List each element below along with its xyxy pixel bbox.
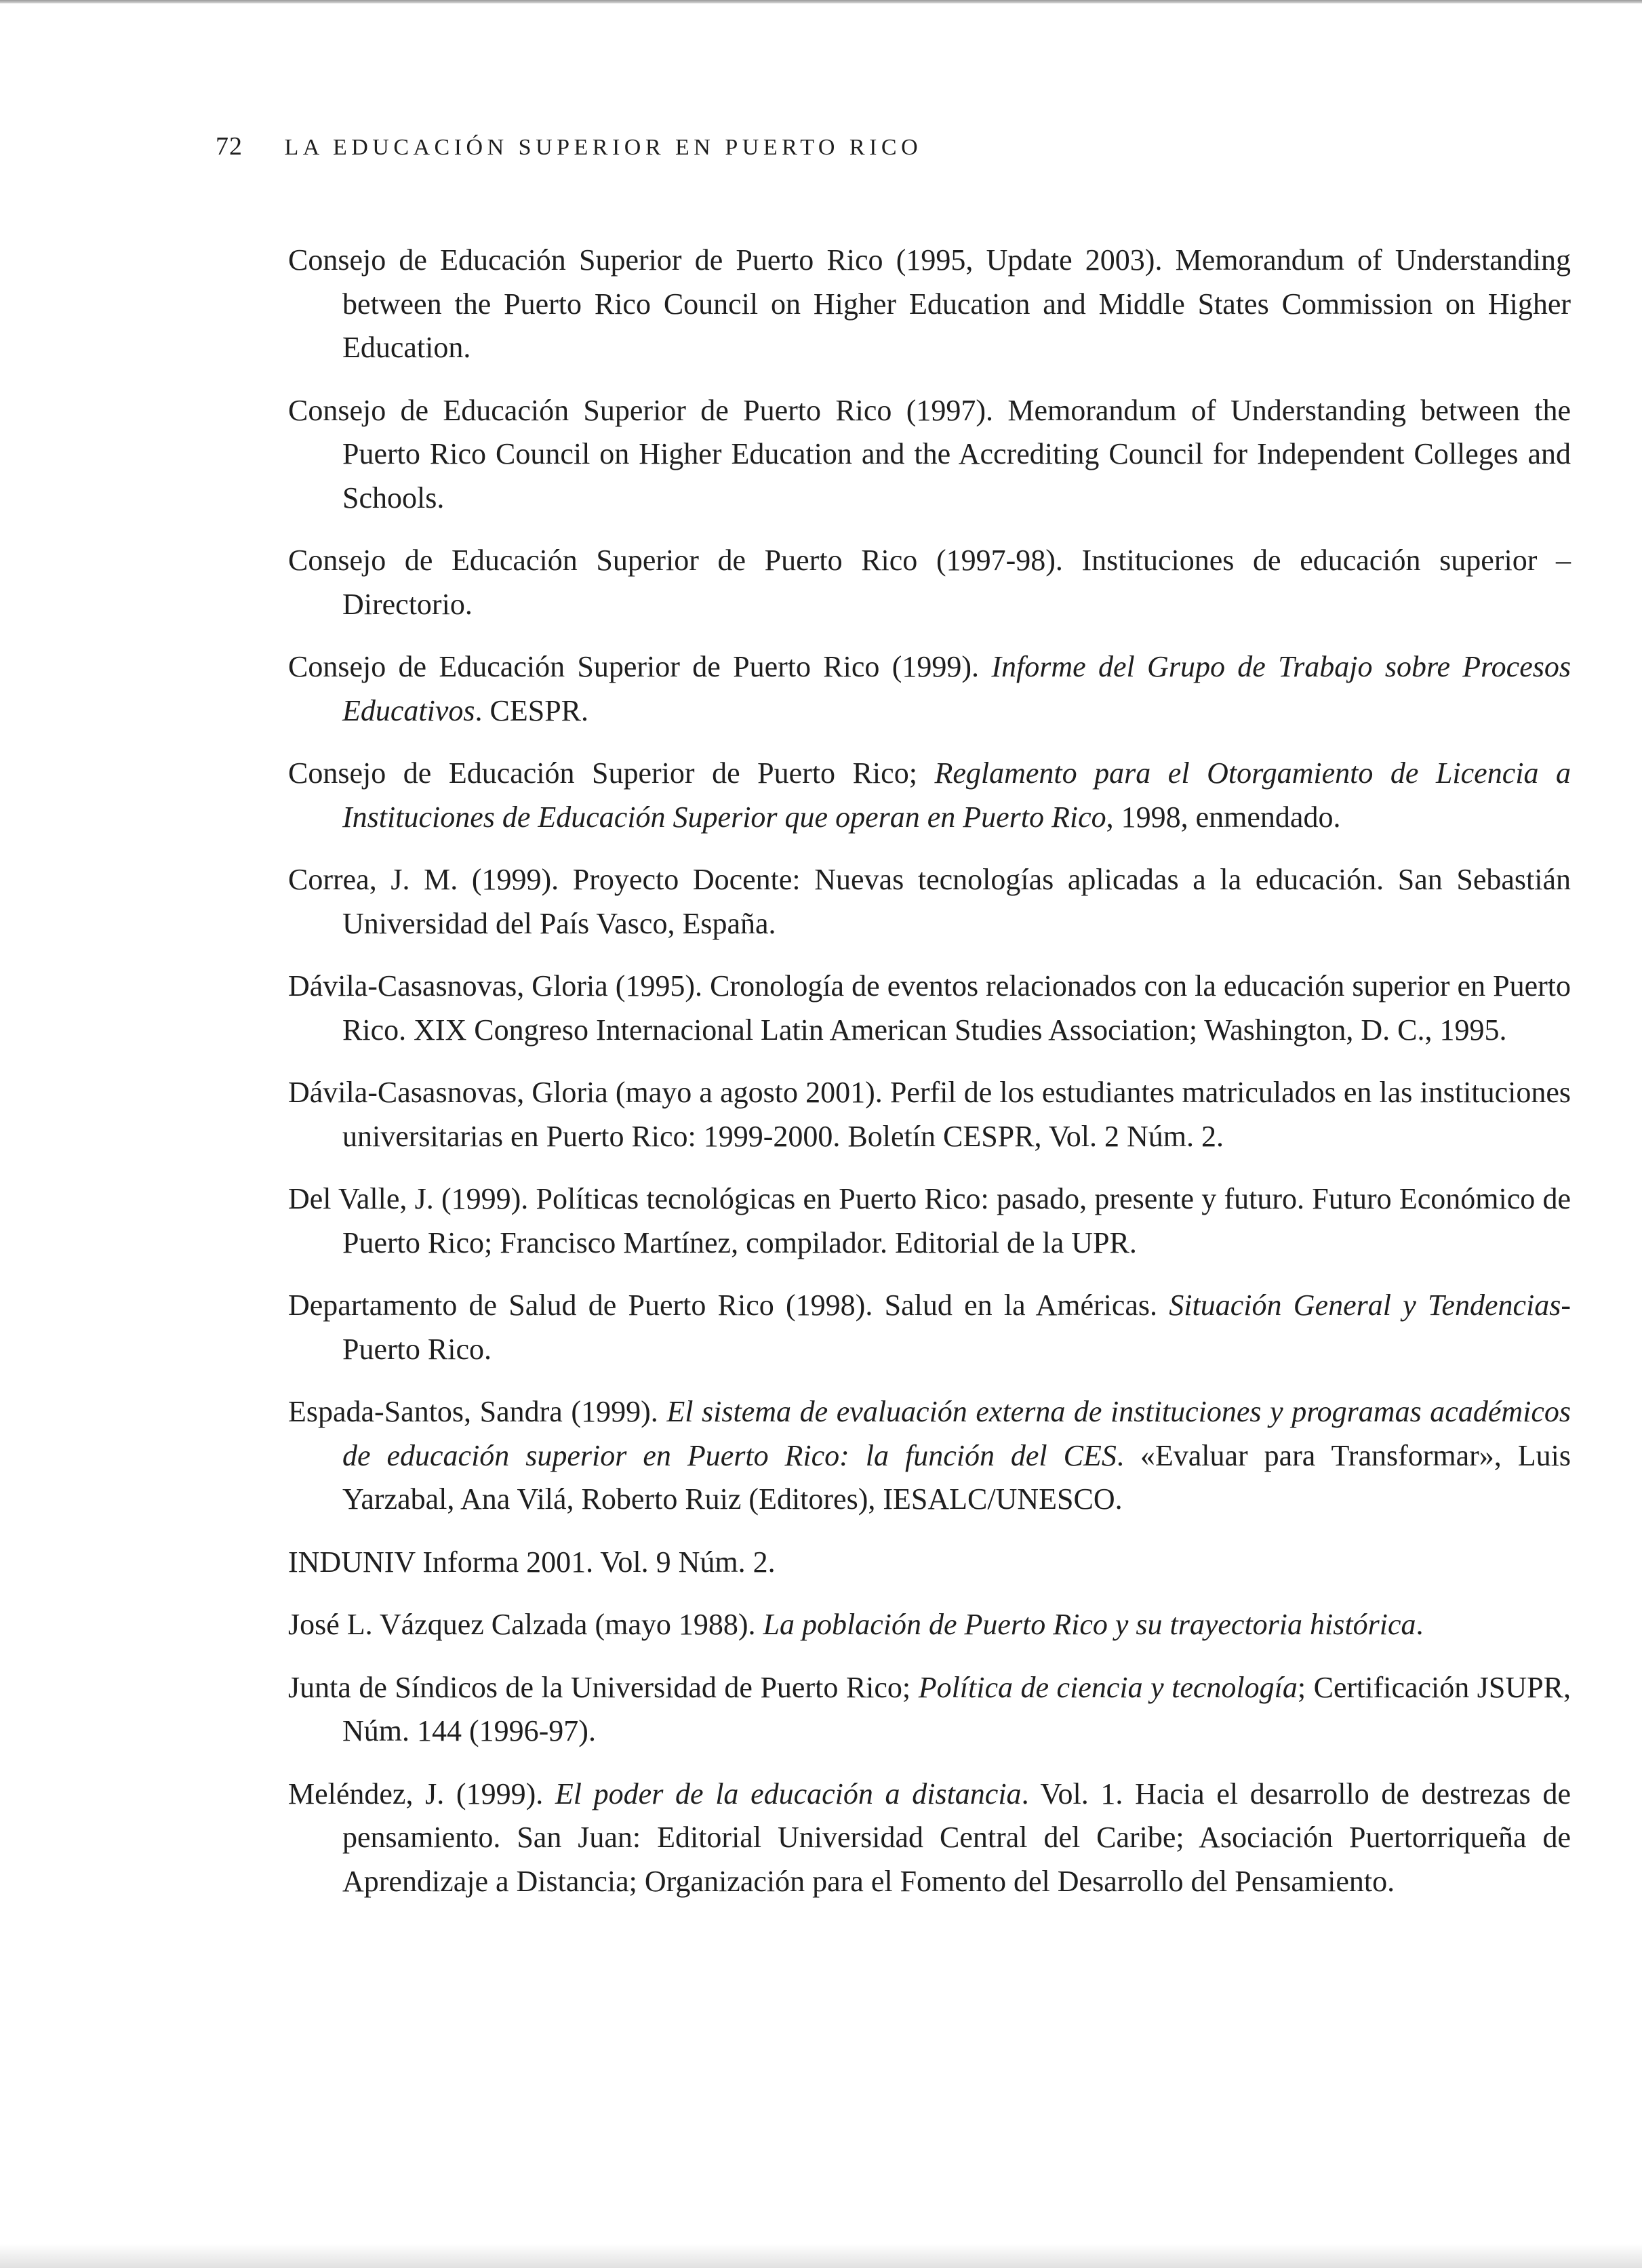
- reference-text: Meléndez, J. (1999).: [288, 1777, 555, 1810]
- reference-entry: [288, 1773, 1571, 1904]
- reference-title-italic: La población de Puerto Rico y su trayectoria histórica: [763, 1608, 1416, 1641]
- reference-entry: [288, 1541, 1571, 1585]
- reference-text-tail: . «Evaluar para Transformar», Luis Yarzabal, Ana Vilá, Roberto Ruiz (Editores), IESALC/UNESCO.: [342, 1438, 1571, 1516]
- reference-entry: [288, 1284, 1571, 1371]
- reference-title-italic: El sistema de evaluación externa de instituciones y programas académicos de educación superior en Puerto Rico: la función del CES: [342, 1395, 1571, 1472]
- reference-text: Del Valle, J. (1999). Políticas tecnológicas en Puerto Rico: pasado, presente y futuro. Futuro Económico de Puerto Rico; Francisco Martínez, compilador. Editorial de la UPR.: [288, 1182, 1571, 1259]
- reference-title-italic: Informe del Grupo de Trabajo sobre Procesos Educativos: [342, 650, 1571, 727]
- reference-text-tail: . Vol. 1. Hacia el desarrollo de destrezas de pensamiento. San Juan: Editorial Universidad Central del Caribe; Asociación Puertorriqueña de Aprendizaje a Distancia; Organización para el Fomento del Desarrollo del Pensamiento.: [342, 1777, 1571, 1898]
- reference-entry: [288, 389, 1571, 521]
- reference-text-tail: . CESPR.: [475, 693, 589, 727]
- reference-entry: [288, 1666, 1571, 1754]
- reference-text: Departamento de Salud de Puerto Rico (1998). Salud en la Américas.: [288, 1289, 1169, 1322]
- reference-text-tail: .: [1416, 1608, 1424, 1641]
- reference-text: Consejo de Educación Superior de Puerto Rico (1997). Memorandum of Understanding between the Puerto Rico Council on Higher Education and the Accrediting Council for Independent Colleges and Schools.: [288, 393, 1571, 514]
- page-bottom-edge: [0, 2244, 1642, 2268]
- reference-title-italic: Política de ciencia y tecnología: [918, 1670, 1298, 1704]
- reference-title-italic: Reglamento para el Otorgamiento de Licencia a Instituciones de Educación Superior que operan en Puerto Rico: [342, 756, 1571, 834]
- reference-text: Espada-Santos, Sandra (1999).: [288, 1395, 667, 1428]
- reference-entry: [288, 239, 1571, 370]
- running-header: [216, 127, 922, 167]
- reference-title-italic: Situación General y Tendencias: [1169, 1289, 1561, 1322]
- running-title: LA EDUCACIÓN SUPERIOR EN PUERTO RICO: [284, 135, 923, 160]
- reference-text: Dávila-Casasnovas, Gloria (1995). Cronología de eventos relacionados con la educación superior en Puerto Rico. XIX Congreso Internacional Latin American Studies Association; Washington, D. C., 1995.: [288, 969, 1571, 1047]
- reference-entry: [288, 645, 1571, 733]
- reference-text-tail: ; Certificación JSUPR, Núm. 144 (1996-97).: [342, 1670, 1571, 1747]
- reference-text: INDUNIV Informa 2001. Vol. 9 Núm. 2.: [288, 1545, 776, 1579]
- reference-entry: [288, 1390, 1571, 1522]
- reference-text: Junta de Síndicos de la Universidad de Puerto Rico;: [288, 1670, 919, 1704]
- reference-entry: [288, 752, 1571, 839]
- page-number: 72: [216, 132, 243, 161]
- reference-text-tail: -Puerto Rico.: [342, 1289, 1571, 1366]
- reference-text: Correa, J. M. (1999). Proyecto Docente: Nuevas tecnologías aplicadas a la educación. San Sebastián Universidad del País Vasco, España.: [288, 863, 1571, 940]
- page-top-edge: [0, 0, 1642, 3]
- reference-text: Consejo de Educación Superior de Puerto Rico (1997-98). Instituciones de educación superior – Directorio.: [288, 544, 1571, 621]
- reference-entry: [288, 1603, 1571, 1647]
- reference-text: Consejo de Educación Superior de Puerto Rico (1999).: [288, 650, 992, 683]
- reference-entry: [288, 965, 1571, 1052]
- reference-entry: [288, 1177, 1571, 1265]
- reference-entry: [288, 1071, 1571, 1158]
- reference-text: Consejo de Educación Superior de Puerto Rico (1995, Update 2003). Memorandum of Understanding between the Puerto Rico Council on Higher Education and Middle States Commission on Higher Education.: [288, 243, 1571, 364]
- reference-title-italic: El poder de la educación a distancia: [555, 1777, 1022, 1810]
- reference-text: Dávila-Casasnovas, Gloria (mayo a agosto 2001). Perfil de los estudiantes matriculados en las instituciones universitarias en Puerto Rico: 1999-2000. Boletín CESPR, Vol. 2 Núm. 2.: [288, 1076, 1571, 1153]
- reference-list: [288, 239, 1571, 1922]
- reference-text: Consejo de Educación Superior de Puerto Rico;: [288, 756, 935, 790]
- reference-entry: [288, 539, 1571, 626]
- reference-entry: [288, 858, 1571, 946]
- reference-text-tail: , 1998, enmendado.: [1106, 800, 1341, 834]
- reference-text: José L. Vázquez Calzada (mayo 1988).: [288, 1608, 763, 1641]
